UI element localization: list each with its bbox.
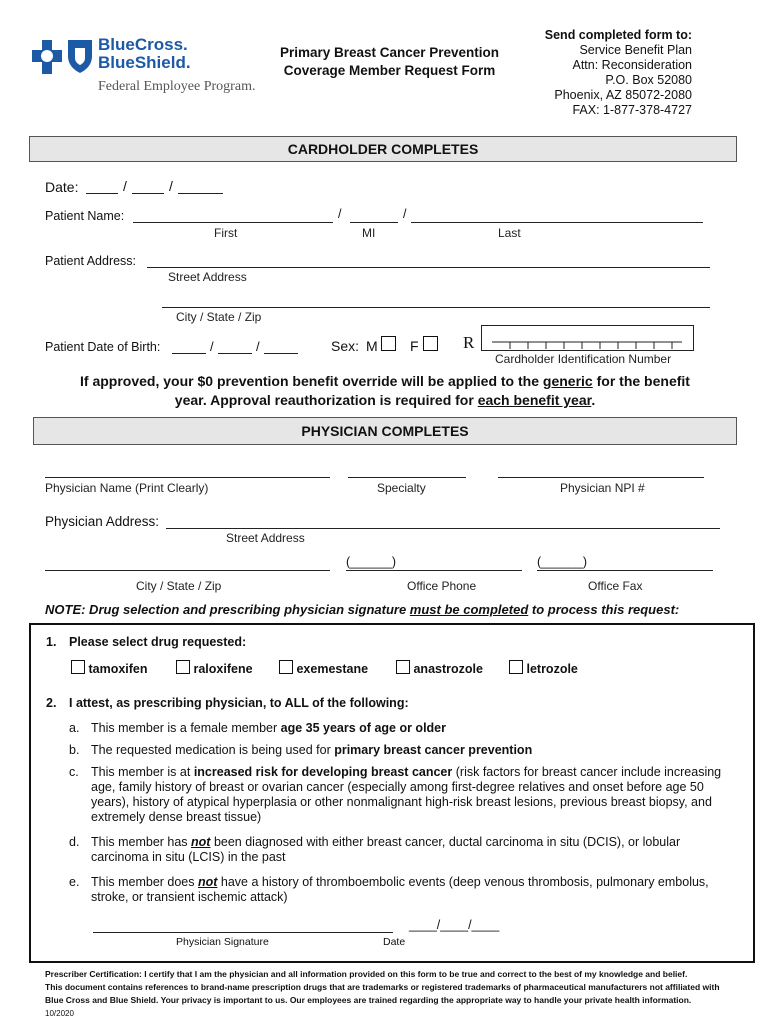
- mi-caption: MI: [362, 226, 376, 240]
- send-to-line: Attn: Reconsideration: [572, 58, 692, 72]
- physician-banner: PHYSICIAN COMPLETES: [33, 417, 737, 445]
- street-caption: Street Address: [168, 270, 247, 284]
- fax-area-code: (______): [537, 555, 588, 569]
- physician-street-field[interactable]: [166, 528, 720, 529]
- attestation-box: 1. Please select drug requested: tamoxifen raloxifene exemestane anastrozole letrozole 2. I attest, as prescribing physician, to ALL of the following: a. This member is a female member age 35 years of age or older b. The requested medication is being used for primary breast cancer prevention c. This member is at increased risk for developing breast cancer (risk factors for breast cancer include increasing age, family history of breast or ovarian cancer (especially among first-degree relatives and onset before age 50 years), history of atypical hyperplasia or other nonmalignant high-risk breast lesions, previous breast biopsy, and extremely dense breast tissue) d. This member has not been diagnosed with either breast cancer, ductal carcinoma in situ (DCIS), or lobular carcinoma in situ (LCIS) in the past e. This member does not have a history of thromboembolic events (deep venous thrombosis, pulmonary embolus, stroke, or transient ischemic attack) ____/____/____ Physician Signature Date: [29, 623, 755, 963]
- phone-area-code: (______): [346, 555, 397, 569]
- patient-first-field[interactable]: [133, 222, 333, 223]
- form-title-line2: Coverage Member Request Form: [283, 63, 496, 78]
- exemestane-checkbox[interactable]: [279, 660, 293, 674]
- signature-caption: Physician Signature: [176, 936, 269, 948]
- prescriber-certification: Prescriber Certification: I certify that I am the physician and all information provided on this form to be true and correct to the best of my knowledge and belief.: [45, 969, 688, 979]
- drug-option-letrozole[interactable]: letrozole: [509, 660, 578, 676]
- specialty-field[interactable]: [348, 477, 466, 478]
- drug-option-anastrozole[interactable]: anastrozole: [396, 660, 483, 676]
- physician-city-caption: City / State / Zip: [136, 579, 222, 593]
- q2-number: 2.: [46, 696, 57, 710]
- date-field[interactable]: / /: [86, 179, 231, 195]
- logo-blueshield: BlueShield.: [98, 53, 191, 72]
- q1-label: Please select drug requested:: [69, 635, 247, 649]
- send-to-line: Service Benefit Plan: [579, 43, 692, 57]
- send-to-heading: Send completed form to:: [544, 28, 692, 42]
- npi-field[interactable]: [498, 477, 704, 478]
- sex-label: Sex:: [331, 338, 360, 354]
- office-fax-caption: Office Fax: [588, 579, 643, 593]
- sex-f-label: F: [410, 338, 419, 354]
- office-phone-caption: Office Phone: [407, 579, 477, 593]
- signature-date-field[interactable]: ____/____/____: [409, 918, 500, 932]
- cardholder-id-field[interactable]: [481, 325, 694, 351]
- office-fax-field[interactable]: [537, 570, 713, 571]
- sex-m-label: M: [366, 338, 378, 354]
- form-version: 10/2020: [45, 1009, 74, 1018]
- q2-label: I attest, as prescribing physician, to ALL of the following:: [69, 696, 409, 710]
- specialty-caption: Specialty: [377, 481, 426, 495]
- logo: [32, 36, 272, 98]
- privacy-notice: Blue Cross and Blue Shield. Your privacy is important to us. Our employees are trained regarding the appropriate way to handle your private health information.: [45, 995, 692, 1005]
- cardholder-id-caption: Cardholder Identification Number: [495, 352, 672, 366]
- patient-city-field[interactable]: [162, 307, 710, 308]
- date-label: Date:: [45, 179, 79, 195]
- npi-caption: Physician NPI #: [560, 481, 645, 495]
- logo-fep: Federal Employee Program.: [98, 79, 256, 94]
- sex-m-checkbox[interactable]: [381, 336, 396, 351]
- blue-cross-icon: [32, 40, 62, 74]
- q1-number: 1.: [46, 635, 57, 649]
- form-title-line1: Primary Breast Cancer Prevention: [279, 45, 500, 60]
- slash: /: [338, 207, 342, 221]
- dob-field[interactable]: / /: [172, 339, 300, 355]
- send-to-line: Phoenix, AZ 85072-2080: [554, 88, 692, 102]
- footer: [45, 968, 760, 1020]
- dob-label: Patient Date of Birth:: [45, 340, 161, 354]
- blue-shield-icon: [66, 38, 94, 74]
- physician-street-caption: Street Address: [226, 531, 305, 545]
- first-caption: First: [214, 226, 238, 240]
- physician-name-caption: Physician Name (Print Clearly): [45, 481, 209, 495]
- drug-option-raloxifene[interactable]: raloxifene: [176, 660, 253, 676]
- patient-mi-field[interactable]: [350, 222, 398, 223]
- patient-last-field[interactable]: [411, 222, 703, 223]
- office-phone-field[interactable]: [346, 570, 522, 571]
- anastrozole-checkbox[interactable]: [396, 660, 410, 674]
- physician-signature-field[interactable]: [93, 932, 393, 933]
- send-to-fax: FAX: 1-877-378-4727: [572, 103, 692, 117]
- physician-name-field[interactable]: [45, 477, 330, 478]
- tamoxifen-checkbox[interactable]: [71, 660, 85, 674]
- slash: /: [403, 207, 407, 221]
- drug-option-tamoxifen[interactable]: tamoxifen: [71, 660, 148, 676]
- city-caption: City / State / Zip: [176, 310, 262, 324]
- id-prefix: R: [463, 333, 475, 352]
- signature-date-caption: Date: [383, 936, 406, 948]
- drug-selection-note: NOTE: Drug selection and prescribing physician signature must be completed to process this request:: [45, 602, 680, 617]
- patient-address-label: Patient Address:: [45, 254, 137, 268]
- logo-bluecross: BlueCross.: [98, 35, 188, 54]
- patient-street-field[interactable]: [147, 267, 710, 268]
- drug-option-exemestane[interactable]: exemestane: [279, 660, 368, 676]
- last-caption: Last: [498, 226, 521, 240]
- send-to-line: P.O. Box 52080: [605, 73, 692, 87]
- letrozole-checkbox[interactable]: [509, 660, 523, 674]
- physician-city-field[interactable]: [45, 570, 330, 571]
- raloxifene-checkbox[interactable]: [176, 660, 190, 674]
- physician-address-label: Physician Address:: [45, 514, 160, 529]
- sex-f-checkbox[interactable]: [423, 336, 438, 351]
- approval-notice: If approved, your $0 prevention benefit override will be applied to the generic for the benefit year. Approval reauthorization is required for each benefit year.: [80, 373, 690, 408]
- trademark-notice: This document contains references to brand-name prescription drugs that are trademarks or registered trademarks of pharmaceutical manufacturers not affiliated with: [45, 982, 720, 992]
- patient-name-label: Patient Name:: [45, 209, 125, 223]
- cardholder-banner: CARDHOLDER COMPLETES: [29, 136, 737, 162]
